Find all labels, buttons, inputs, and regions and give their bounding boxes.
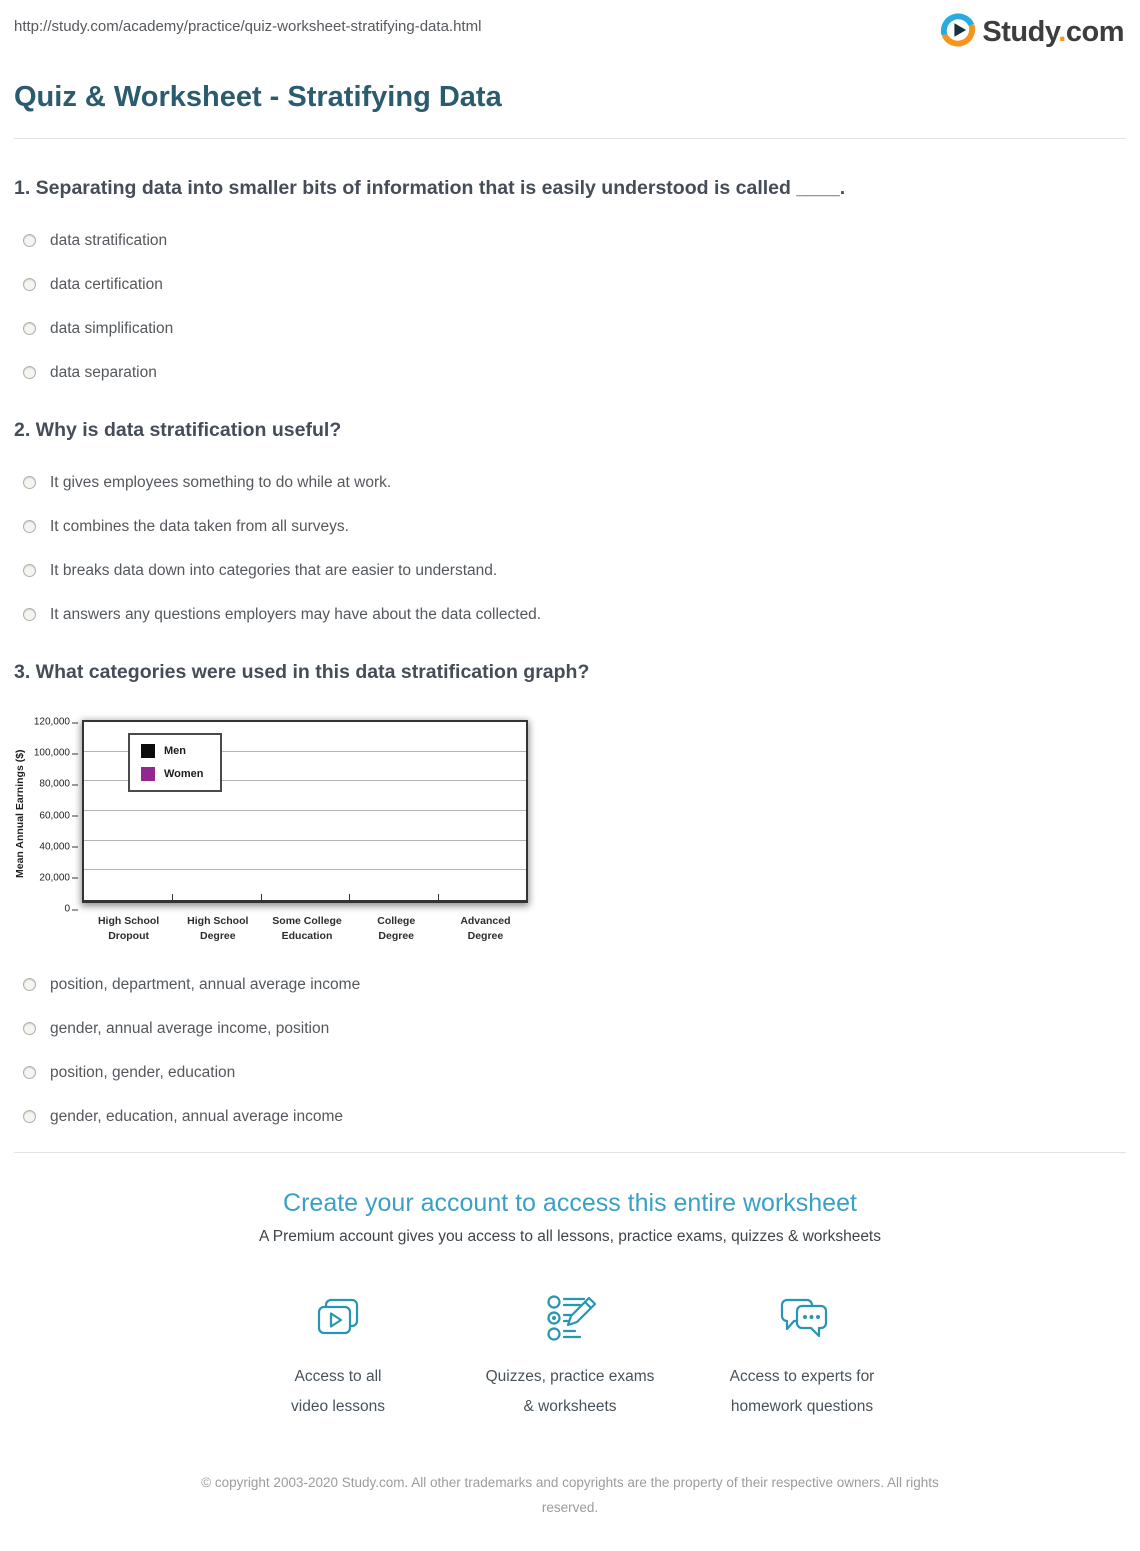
option-label[interactable]: position, department, annual average income — [50, 975, 361, 993]
answer-option[interactable] — [23, 320, 1126, 337]
question-2 — [14, 419, 1126, 623]
quizzes-worksheets-icon — [454, 1292, 686, 1348]
footer-divider — [14, 1152, 1126, 1153]
legend-swatch — [141, 767, 155, 781]
chart-x-axis-labels — [84, 914, 530, 944]
x-axis-category-line: Education — [281, 930, 333, 943]
x-axis-category-line: Degree — [467, 930, 504, 943]
radio-button[interactable] — [23, 1110, 36, 1123]
legend-label: Women — [164, 768, 204, 780]
question-3-heading: 3. What categories were used in this data stratification graph? — [14, 661, 590, 683]
option-label[interactable]: gender, education, annual average income — [50, 1107, 343, 1125]
answer-option[interactable] — [23, 606, 1126, 623]
radio-button[interactable] — [23, 366, 36, 379]
legend-swatch — [141, 744, 155, 758]
answer-option[interactable] — [23, 232, 1126, 249]
radio-button[interactable] — [23, 322, 36, 335]
radio-button[interactable] — [23, 978, 36, 991]
feature-label-line: Quizzes, practice exams — [485, 1368, 655, 1386]
x-axis-category-line: Advanced — [460, 915, 511, 927]
video-lessons-icon — [222, 1292, 454, 1348]
study-logo-icon — [940, 12, 976, 53]
y-axis-tick-label: 40,000 — [39, 841, 78, 852]
option-label[interactable]: gender, annual average income, position — [50, 1019, 330, 1037]
x-axis-category-label — [352, 914, 441, 944]
question-3-answers — [14, 976, 1126, 1125]
answer-option[interactable] — [23, 1020, 1126, 1037]
cta-subheading: A Premium account gives you access to all lessons, practice exams, quizzes & worksheets — [259, 1228, 881, 1246]
x-axis-category-label — [262, 914, 351, 944]
page-title: Quiz & Worksheet - Stratifying Data — [14, 81, 502, 113]
cta-heading: Create your account to access this entire worksheet — [283, 1189, 857, 1218]
stratification-bar-chart — [14, 716, 530, 944]
radio-button[interactable] — [23, 476, 36, 489]
option-label[interactable]: data stratification — [50, 231, 168, 249]
option-label[interactable]: data certification — [50, 275, 163, 293]
feature-label-line: Access to experts for — [729, 1368, 875, 1386]
answer-option[interactable] — [23, 474, 1126, 491]
top-bar — [0, 0, 1140, 53]
x-axis-category-line: Degree — [200, 930, 236, 943]
x-axis-category-label — [84, 914, 173, 944]
features-row — [0, 1292, 1140, 1421]
question-1-options — [14, 232, 1126, 381]
question-3 — [14, 661, 1126, 684]
radio-button[interactable] — [23, 234, 36, 247]
feature-quizzes-label — [454, 1362, 686, 1421]
page-url: http://study.com/academy/practice/quiz-worksheet-stratifying-data.html — [14, 18, 482, 35]
copyright-notice: © copyright 2003-2020 Study.com. All other trademarks and copyrights are the property of their respective owners. All rights reserved. — [201, 1475, 939, 1516]
radio-button[interactable] — [23, 564, 36, 577]
radio-button[interactable] — [23, 1066, 36, 1079]
y-axis-tick-label: 80,000 — [39, 779, 78, 790]
legend-item — [141, 744, 204, 758]
question-1 — [14, 177, 1126, 381]
option-label[interactable]: It answers any questions employers may have about the data collected. — [50, 605, 542, 623]
radio-button[interactable] — [23, 520, 36, 533]
chart-y-axis-title: Mean Annual Earnings ($) — [14, 749, 26, 878]
feature-label-line: homework questions — [730, 1397, 874, 1415]
x-axis-category-label — [441, 914, 530, 944]
x-axis-category-line: High School — [187, 915, 249, 927]
option-label[interactable]: data simplification — [50, 319, 174, 337]
y-axis-tick-label: 100,000 — [34, 748, 78, 759]
answer-option[interactable] — [23, 562, 1126, 579]
y-axis-tick-label: 60,000 — [39, 810, 78, 821]
title-divider — [14, 138, 1126, 139]
y-axis-tick-label: 20,000 — [39, 872, 78, 883]
option-label[interactable]: data separation — [50, 363, 157, 381]
y-axis-tick-label: 120,000 — [34, 717, 78, 728]
answer-option[interactable] — [23, 518, 1126, 535]
legend-item — [141, 767, 204, 781]
legend-label: Men — [164, 745, 186, 757]
option-label[interactable]: It gives employees something to do while at work. — [50, 473, 392, 491]
question-2-options — [14, 474, 1126, 623]
x-axis-category-line: Dropout — [108, 930, 150, 943]
feature-video-lessons — [222, 1292, 454, 1421]
option-label[interactable]: It combines the data taken from all surveys. — [50, 517, 349, 535]
feature-label-line: & worksheets — [523, 1397, 617, 1415]
feature-label-line: video lessons — [291, 1397, 385, 1415]
feature-quizzes — [454, 1292, 686, 1421]
answer-option[interactable] — [23, 1064, 1126, 1081]
option-label[interactable]: position, gender, education — [50, 1063, 236, 1081]
radio-button[interactable] — [23, 278, 36, 291]
option-label[interactable]: It breaks data down into categories that are easier to understand. — [50, 561, 498, 579]
study-logo[interactable] — [940, 12, 1124, 53]
x-axis-category-line: Some College — [272, 915, 342, 927]
feature-experts — [686, 1292, 918, 1421]
study-logo-text: Study.com — [982, 16, 1124, 48]
feature-experts-label — [686, 1362, 918, 1421]
homework-experts-icon — [686, 1292, 918, 1348]
answer-option[interactable] — [23, 1108, 1126, 1125]
x-axis-category-label — [173, 914, 262, 944]
answer-option[interactable] — [23, 364, 1126, 381]
chart-plot-area — [82, 720, 528, 903]
radio-button[interactable] — [23, 1022, 36, 1035]
x-axis-category-line: High School — [97, 915, 160, 927]
question-2-heading: 2. Why is data stratification useful? — [14, 419, 342, 441]
y-axis-tick-label: 0 — [64, 904, 78, 915]
x-axis-category-line: Degree — [378, 930, 415, 943]
x-axis-category-line: College — [377, 915, 416, 927]
feature-label-line: Access to all — [294, 1368, 382, 1386]
answer-option[interactable] — [23, 276, 1126, 293]
chart-legend — [128, 733, 222, 792]
radio-button[interactable] — [23, 608, 36, 621]
answer-option[interactable] — [23, 976, 1126, 993]
question-1-heading: 1. Separating data into smaller bits of information that is easily understood is called ____. — [14, 177, 846, 199]
chart-y-axis-ticks — [32, 716, 82, 915]
question-3-options — [14, 976, 1126, 1125]
feature-video-lessons-label — [222, 1362, 454, 1421]
